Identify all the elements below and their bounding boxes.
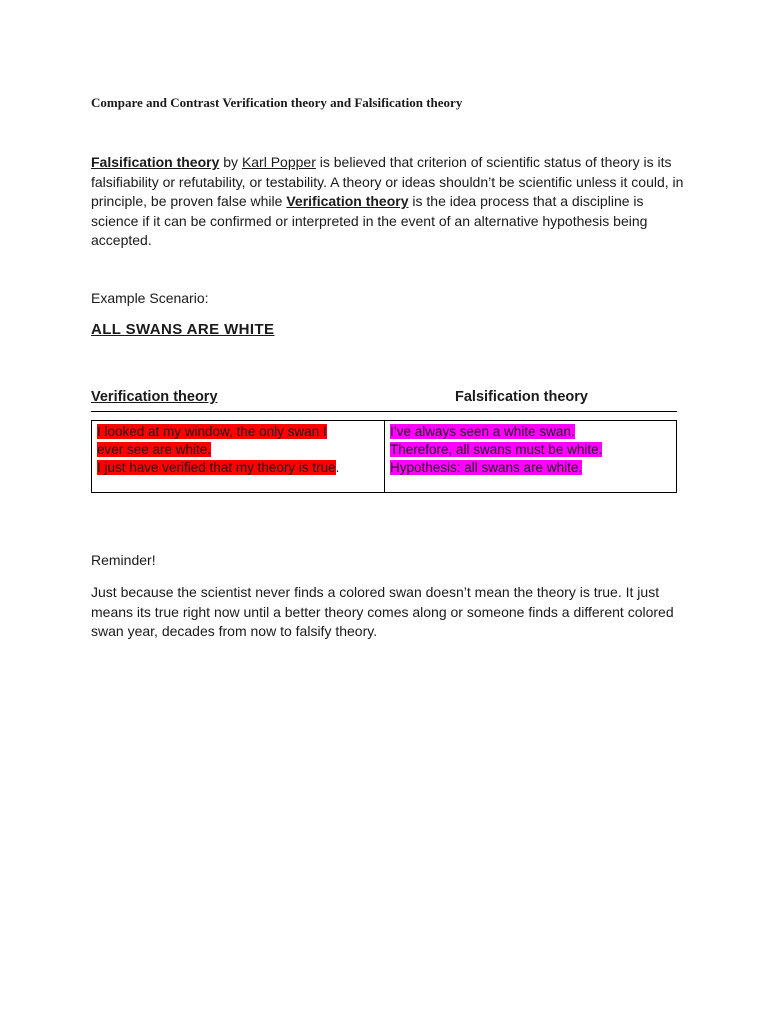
falsification-line: Hypothesis: all swans are white.	[390, 460, 583, 475]
karl-popper-link[interactable]: Karl Popper	[241, 154, 316, 170]
verification-cell	[97, 423, 381, 477]
table-divider	[384, 421, 385, 492]
falsification-line: Therefore, all swans must be white.	[390, 442, 603, 457]
falsification-theory-term: Falsification theory	[91, 154, 220, 170]
by-text: by	[223, 154, 239, 170]
verification-trailing-period: .	[335, 460, 340, 475]
falsification-column-header: Falsification theory	[455, 389, 588, 405]
intro-text-part2: is the idea process that a discipline is science if it can be confirmed or interpreted in the event of an alternative hypothesis being accepted.	[91, 193, 648, 248]
swans-headline: ALL SWANS ARE WHITE	[91, 321, 275, 338]
intro-text-part1: is believed that criterion of scientific status of theory is its falsifiability or refutability, or testability. A theory or ideas shouldn’t be scientific unless it could, in principle, be proven false while	[91, 154, 684, 209]
verification-theory-term: Verification theory	[286, 193, 409, 209]
verification-column-header: Verification theory	[91, 389, 218, 405]
reminder-paragraph: Just because the scientist never finds a colored swan doesn’t mean the theory is true. It just means its true right now until a better theory comes along or someone finds a different colored swan year, decades from now to falsify theory.	[91, 584, 674, 639]
verification-line: ever see are white.	[97, 442, 212, 457]
intro-paragraph	[91, 153, 691, 251]
example-scenario-label: Example Scenario:	[91, 290, 209, 306]
verification-line: I just have verified that my theory is true	[97, 460, 336, 475]
falsification-cell	[390, 423, 672, 477]
reminder-label: Reminder!	[91, 552, 156, 568]
falsification-line: I’ve always seen a white swan.	[390, 424, 575, 439]
document-title: Compare and Contrast Verification theory and Falsification theory	[91, 95, 463, 110]
comparison-column-headers	[91, 389, 677, 412]
comparison-table	[91, 420, 677, 493]
verification-line: I looked at my window, the only swan I	[97, 424, 327, 439]
